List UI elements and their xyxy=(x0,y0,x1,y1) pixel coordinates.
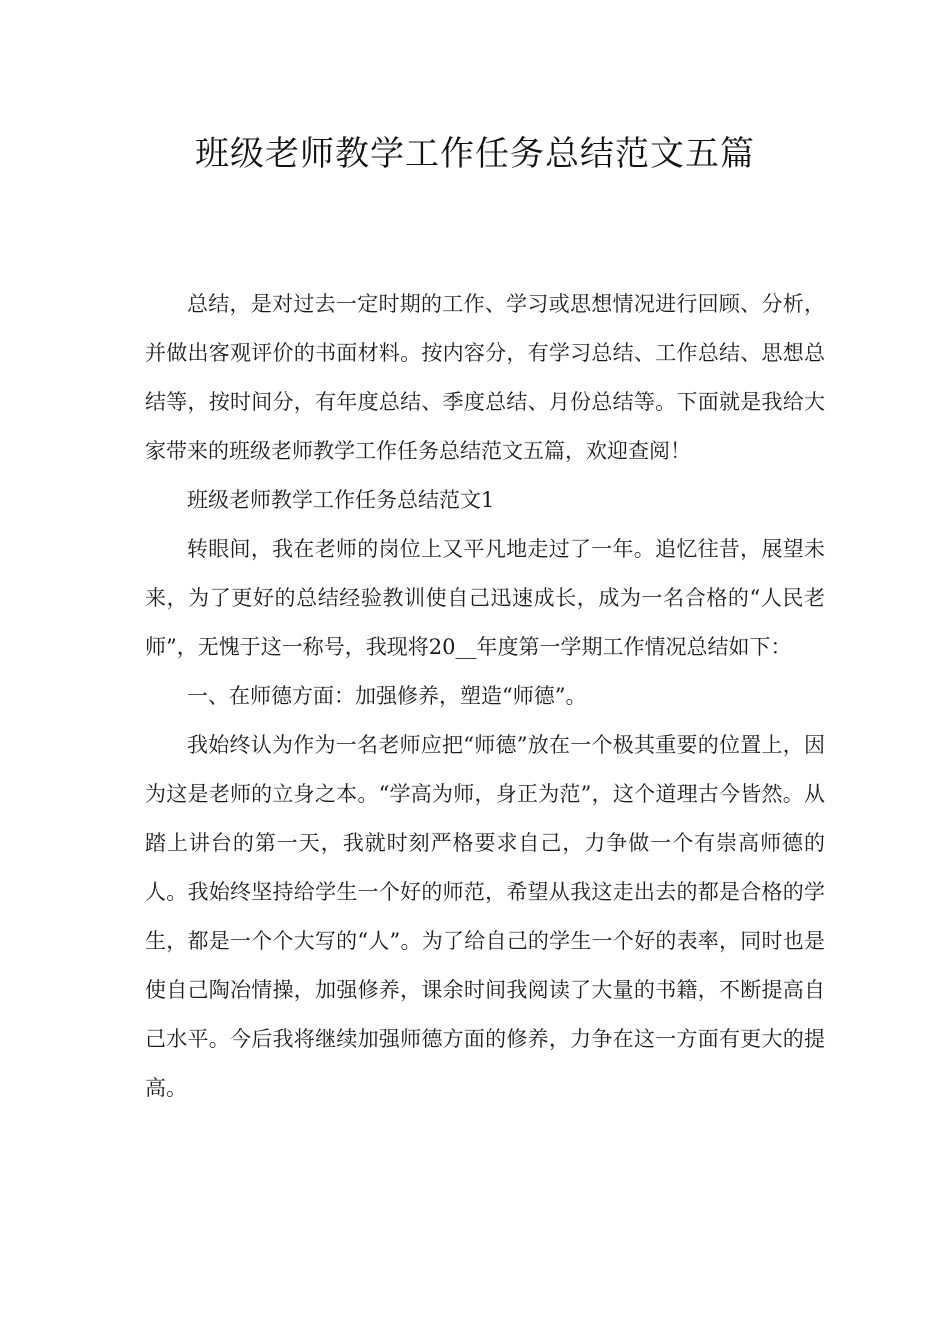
document-body xyxy=(145,280,825,1113)
body-paragraph-1: 转眼间，我在老师的岗位上又平凡地走过了一年。追忆往昔，展望未来，为了更好的总结经验教训使自己迅速成长，成为一名合格的“人民老师”，无愧于这一称号，我现将20__年度第一学期工作情况总结如下： xyxy=(145,537,825,659)
section-heading-1: 班级老师教学工作任务总结范文1 xyxy=(187,488,495,512)
subsection-heading-1: 一、在师德方面：加强修养，塑造“师德”。 xyxy=(187,684,587,708)
document-title: 班级老师教学工作任务总结范文五篇 xyxy=(195,134,755,174)
body-paragraph-2: 我始终认为作为一名老师应把“师德”放在一个极其重要的位置上，因为这是老师的立身之本。“学高为师，身正为范”，这个道理古今皆然。从踏上讲台的第一天，我就时刻严格要求自己，力争做一个有崇高师德的人。我始终坚持给学生一个好的师范，希望从我这走出去的都是合格的学生，都是一个个大写的“人”。为了给自己的学生一个好的表率，同时也是使自己陶冶情操，加强修养，课余时间我阅读了大量的书籍，不断提高自己水平。今后我将继续加强师德方面的修养，力争在这一方面有更大的提高。 xyxy=(145,733,825,1100)
intro-paragraph: 总结，是对过去一定时期的工作、学习或思想情况进行回顾、分析，并做出客观评价的书面材料。按内容分，有学习总结、工作总结、思想总结等，按时间分，有年度总结、季度总结、月份总结等。下面就是我给大家带来的班级老师教学工作任务总结范文五篇，欢迎查阅！ xyxy=(145,292,825,463)
